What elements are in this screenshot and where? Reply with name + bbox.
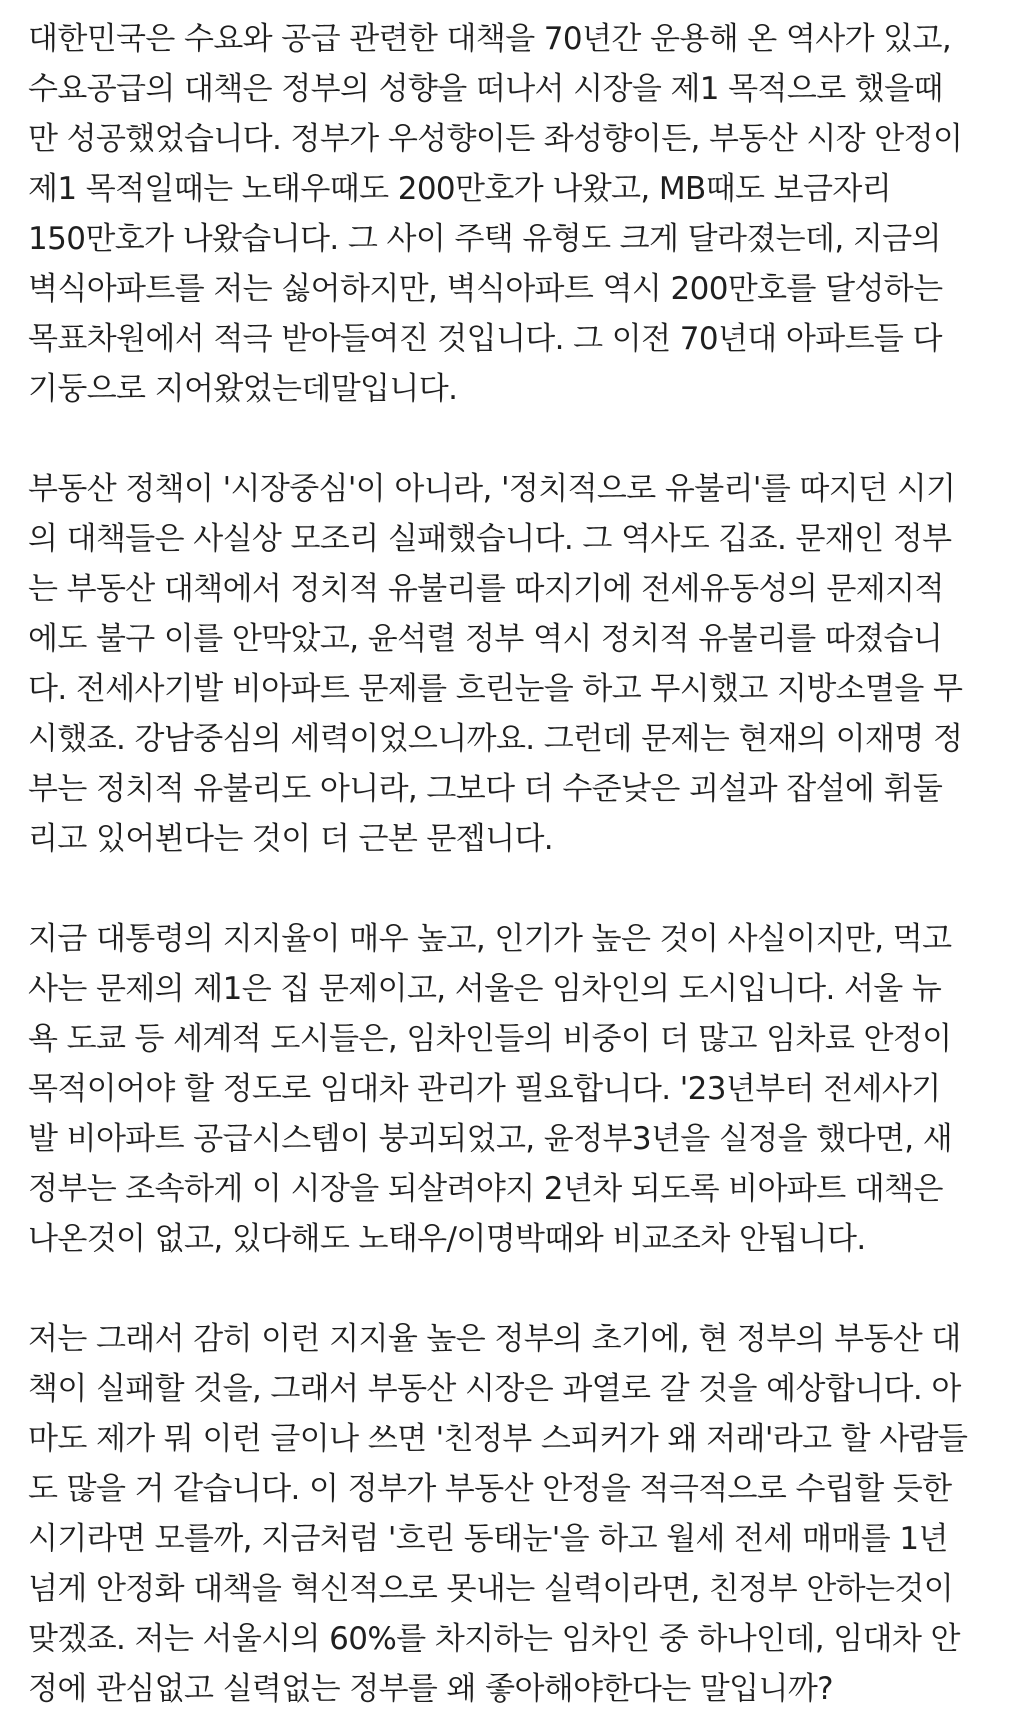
article-body [28,14,1008,1714]
paragraph-3 [28,914,1008,1264]
text-line: 수요공급의 대책은 정부의 성향을 떠나서 시장을 제1 목적으로 했을때 [28,71,943,107]
text-line: 정에 관심없고 실력없는 정부를 왜 좋아해야한다는 말입니까? [28,1671,834,1707]
text-line: 맞겠죠. 저는 서울시의 60%를 차지하는 임차인 중 하나인데, 임대차 안 [28,1621,960,1657]
text-line: 제1 목적일때는 노태우때도 200만호가 나왔고, MB때도 보금자리 [28,171,892,207]
text-line: 다. 전세사기발 비아파트 문제를 흐린눈을 하고 무시했고 지방소멸을 무 [28,671,963,707]
text-line: 대한민국은 수요와 공급 관련한 대책을 70년간 운용해 온 역사가 있고, [28,21,952,57]
text-line: 나온것이 없고, 있다해도 노태우/이명박때와 비교조차 안됩니다. [28,1221,866,1257]
text-line: 벽식아파트를 저는 싫어하지만, 벽식아파트 역시 200만호를 달성하는 [28,271,943,307]
text-line: 리고 있어뵌다는 것이 더 근본 문젭니다. [28,821,554,857]
text-line: 지금 대통령의 지지율이 매우 높고, 인기가 높은 것이 사실이지만, 먹고 [28,921,952,957]
text-line: 도 많을 거 같습니다. 이 정부가 부동산 안정을 적극적으로 수립할 듯한 [28,1471,952,1507]
text-line: 부는 정치적 유불리도 아니라, 그보다 더 수준낮은 괴설과 잡설에 휘둘 [28,771,943,807]
text-line: 저는 그래서 감히 이런 지지율 높은 정부의 초기에, 현 정부의 부동산 대 [28,1321,961,1357]
text-line: 는 부동산 대책에서 정치적 유불리를 따지기에 전세유동성의 문제지적 [28,571,944,607]
text-line: 에도 불구 이를 안막았고, 윤석렬 정부 역시 정치적 유불리를 따졌습니 [28,621,943,657]
text-line: 만 성공했었습니다. 정부가 우성향이든 좌성향이든, 부동산 시장 안정이 [28,121,963,157]
text-line: 부동산 정책이 '시장중심'이 아니라, '정치적으로 유불리'를 따지던 시기 [28,471,956,507]
text-line: 마도 제가 뭐 이런 글이나 쓰면 '친정부 스피커가 왜 저래'라고 할 사람들 [28,1421,968,1457]
paragraph-2 [28,464,1008,864]
paragraph-1 [28,14,1008,414]
paragraph-4 [28,1314,1008,1714]
text-line: 사는 문제의 제1은 집 문제이고, 서울은 임차인의 도시입니다. 서울 뉴 [28,971,942,1007]
text-line: 목표차원에서 적극 받아들여진 것입니다. 그 이전 70년대 아파트들 다 [28,321,942,357]
text-line: 목적이어야 할 정도로 임대차 관리가 필요합니다. '23년부터 전세사기 [28,1071,941,1107]
text-line: 정부는 조속하게 이 시장을 되살려야지 2년차 되도록 비아파트 대책은 [28,1171,943,1207]
text-line: 기둥으로 지어왔었는데말입니다. [28,371,458,407]
text-line: 발 비아파트 공급시스템이 붕괴되었고, 윤정부3년을 실정을 했다면, 새 [28,1121,953,1157]
text-line: 책이 실패할 것을, 그래서 부동산 시장은 과열로 갈 것을 예상합니다. 아 [28,1371,961,1407]
text-line: 150만호가 나왔습니다. 그 사이 주택 유형도 크게 달라졌는데, 지금의 [28,221,941,257]
text-line: 의 대책들은 사실상 모조리 실패했습니다. 그 역사도 깁죠. 문재인 정부 [28,521,952,557]
text-line: 시기라면 모를까, 지금처럼 '흐린 동태눈'을 하고 월세 전세 매매를 1년 [28,1521,948,1557]
text-line: 욕 도쿄 등 세계적 도시들은, 임차인들의 비중이 더 많고 임차료 안정이 [28,1021,952,1057]
text-line: 넘게 안정화 대책을 혁신적으로 못내는 실력이라면, 친정부 안하는것이 [28,1571,954,1607]
text-line: 시했죠. 강남중심의 세력이었으니까요. 그런데 문제는 현재의 이재명 정 [28,721,963,757]
